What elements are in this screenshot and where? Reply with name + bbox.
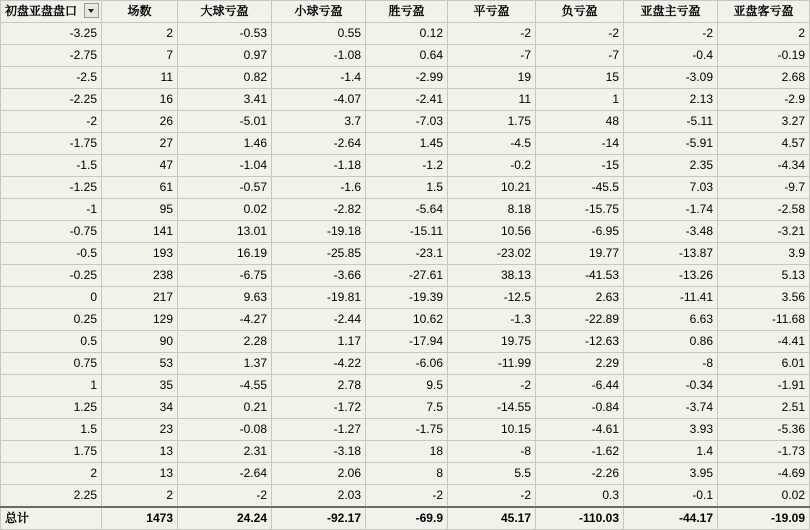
column-header-handicap-label: 初盘亚盘盘口 [5,4,78,18]
table-cell[interactable]: -0.2 [448,155,536,177]
table-cell[interactable]: 23 [102,419,178,441]
table-cell[interactable]: 0.02 [718,485,810,508]
table-cell[interactable]: -3.21 [718,221,810,243]
table-cell[interactable]: 53 [102,353,178,375]
table-cell[interactable]: -1 [1,199,102,221]
table-cell[interactable]: 2.25 [1,485,102,508]
table-cell[interactable]: -1.04 [178,155,272,177]
table-cell[interactable]: 8.18 [448,199,536,221]
table-cell[interactable]: 2 [718,23,810,45]
table-cell[interactable]: -3.48 [624,221,718,243]
table-cell[interactable]: -2.9 [718,89,810,111]
table-cell[interactable]: 16.19 [178,243,272,265]
column-header-lose-pl[interactable]: 负亏盈 [536,1,624,23]
table-cell[interactable]: 10.62 [366,309,448,331]
table-cell[interactable]: 13 [102,441,178,463]
table-cell[interactable]: 3.41 [178,89,272,111]
column-header-over-pl[interactable]: 大球亏盈 [178,1,272,23]
table-cell[interactable]: -0.53 [178,23,272,45]
table-cell[interactable]: -0.1 [624,485,718,508]
table-row[interactable] [1,111,810,133]
table-cell[interactable]: -2.99 [366,67,448,89]
table-cell[interactable]: -23.02 [448,243,536,265]
table-row[interactable] [1,441,810,463]
table-cell[interactable]: 7.5 [366,397,448,419]
table-cell[interactable]: -2.5 [1,67,102,89]
table-cell[interactable]: 2 [1,463,102,485]
table-cell[interactable]: 0.64 [366,45,448,67]
table-cell[interactable]: 11 [448,89,536,111]
table-cell[interactable]: 5.13 [718,265,810,287]
table-cell[interactable]: -8 [448,441,536,463]
table-cell[interactable]: 0.5 [1,331,102,353]
table-cell[interactable]: -2 [624,23,718,45]
table-cell[interactable]: 2.78 [272,375,366,397]
table-cell[interactable]: 4.57 [718,133,810,155]
table-cell[interactable]: -27.61 [366,265,448,287]
table-cell[interactable]: -8 [624,353,718,375]
table-header [1,1,810,23]
table-cell[interactable]: -1.3 [448,309,536,331]
table-cell[interactable]: -11.99 [448,353,536,375]
total-cell: -110.03 [536,507,624,530]
table-cell[interactable]: -1.6 [272,177,366,199]
table-cell[interactable]: -15.11 [366,221,448,243]
table-cell[interactable]: 1.45 [366,133,448,155]
table-cell[interactable]: -1.73 [718,441,810,463]
table-cell[interactable]: 0.02 [178,199,272,221]
table-cell[interactable]: -3.18 [272,441,366,463]
table-cell[interactable]: 2 [102,485,178,508]
table-cell[interactable]: -2 [448,23,536,45]
table-cell[interactable]: 95 [102,199,178,221]
table-cell[interactable]: 9.63 [178,287,272,309]
table-cell[interactable]: -2 [448,485,536,508]
total-label: 总计 [1,507,102,530]
table-cell[interactable]: 0.97 [178,45,272,67]
table-total-row [1,507,810,530]
table-cell[interactable]: -2.82 [272,199,366,221]
table-cell[interactable]: -2.58 [718,199,810,221]
table-cell[interactable]: -1.91 [718,375,810,397]
table-cell[interactable]: -1.72 [272,397,366,419]
total-cell: 1473 [102,507,178,530]
table-cell[interactable]: -0.57 [178,177,272,199]
table-cell[interactable]: -3.09 [624,67,718,89]
table-cell[interactable]: 129 [102,309,178,331]
table-cell[interactable]: 61 [102,177,178,199]
table-cell[interactable]: -0.34 [624,375,718,397]
table-cell[interactable]: 0 [1,287,102,309]
table-cell[interactable]: -41.53 [536,265,624,287]
table-cell[interactable]: -2 [536,23,624,45]
table-cell[interactable]: 8 [366,463,448,485]
table-cell[interactable]: 3.93 [624,419,718,441]
table-cell[interactable]: -1.25 [1,177,102,199]
table-cell[interactable]: 1.5 [366,177,448,199]
table-cell[interactable]: 10.15 [448,419,536,441]
table-cell[interactable]: -25.85 [272,243,366,265]
table-cell[interactable]: 2.35 [624,155,718,177]
table-cell[interactable]: 0.75 [1,353,102,375]
table-row[interactable] [1,397,810,419]
table-cell[interactable]: -3.66 [272,265,366,287]
table-cell[interactable]: -1.08 [272,45,366,67]
table-cell[interactable]: 2.03 [272,485,366,508]
table-cell[interactable]: 3.7 [272,111,366,133]
table-cell[interactable]: -1.75 [366,419,448,441]
column-header-draw-pl[interactable]: 平亏盈 [448,1,536,23]
table-cell[interactable]: 1 [1,375,102,397]
table-cell[interactable]: 1.75 [1,441,102,463]
table-cell[interactable]: 0.55 [272,23,366,45]
table-cell[interactable]: -12.5 [448,287,536,309]
table-cell[interactable]: 2.51 [718,397,810,419]
table-cell[interactable]: 13.01 [178,221,272,243]
table-cell[interactable]: -4.07 [272,89,366,111]
table-cell[interactable]: 2 [102,23,178,45]
table-cell[interactable]: -2 [366,485,448,508]
table-row[interactable] [1,155,810,177]
table-row[interactable] [1,243,810,265]
table-cell[interactable]: 2.28 [178,331,272,353]
table-cell[interactable]: 2.63 [536,287,624,309]
table-cell[interactable]: -11.68 [718,309,810,331]
table-cell[interactable]: 3.9 [718,243,810,265]
table-cell[interactable]: -2 [178,485,272,508]
table-row[interactable] [1,375,810,397]
table-cell[interactable]: 2.31 [178,441,272,463]
table-cell[interactable]: -45.5 [536,177,624,199]
table-row[interactable] [1,133,810,155]
table-cell[interactable]: -22.89 [536,309,624,331]
table-cell[interactable]: -2.64 [178,463,272,485]
table-row[interactable] [1,89,810,111]
table-row[interactable] [1,353,810,375]
table-cell[interactable]: 193 [102,243,178,265]
table-cell[interactable]: -6.75 [178,265,272,287]
table-cell[interactable]: -2.25 [1,89,102,111]
table-cell[interactable]: 26 [102,111,178,133]
table-cell[interactable]: 90 [102,331,178,353]
table-row[interactable] [1,199,810,221]
table-cell[interactable]: -7 [448,45,536,67]
table-cell[interactable]: 11 [102,67,178,89]
table-cell[interactable]: -1.18 [272,155,366,177]
table-cell[interactable]: 15 [536,67,624,89]
table-cell[interactable]: 7.03 [624,177,718,199]
column-header-ah-home-pl[interactable]: 亚盘主亏盈 [624,1,718,23]
table-cell[interactable]: -19.81 [272,287,366,309]
table-cell[interactable]: 238 [102,265,178,287]
table-cell[interactable]: -4.5 [448,133,536,155]
table-cell[interactable]: 2.13 [624,89,718,111]
table-cell[interactable]: -9.7 [718,177,810,199]
column-header-under-pl[interactable]: 小球亏盈 [272,1,366,23]
table-cell[interactable]: 1.17 [272,331,366,353]
total-cell: -69.9 [366,507,448,530]
table-cell[interactable]: -14.55 [448,397,536,419]
table-cell[interactable]: -1.5 [1,155,102,177]
table-cell[interactable]: -0.08 [178,419,272,441]
table-cell[interactable]: -15 [536,155,624,177]
table-cell[interactable]: 10.56 [448,221,536,243]
table-cell[interactable]: -2.41 [366,89,448,111]
table-cell[interactable]: 38.13 [448,265,536,287]
table-cell[interactable]: -0.4 [624,45,718,67]
table-row[interactable] [1,221,810,243]
table-cell[interactable]: 7 [102,45,178,67]
table-cell[interactable]: -1.74 [624,199,718,221]
table-cell[interactable]: -15.75 [536,199,624,221]
table-cell[interactable]: -13.26 [624,265,718,287]
table-cell[interactable]: -19.18 [272,221,366,243]
table-cell[interactable]: 2.29 [536,353,624,375]
table-cell[interactable]: 34 [102,397,178,419]
table-cell[interactable]: 0.86 [624,331,718,353]
column-header-ah-away-pl[interactable]: 亚盘客亏盈 [718,1,810,23]
table-cell[interactable]: 0.12 [366,23,448,45]
table-cell[interactable]: -11.41 [624,287,718,309]
table-cell[interactable]: 10.21 [448,177,536,199]
table-cell[interactable]: -4.41 [718,331,810,353]
table-cell[interactable]: -4.27 [178,309,272,331]
table-cell[interactable]: -5.91 [624,133,718,155]
total-cell: -44.17 [624,507,718,530]
total-cell: -19.09 [718,507,810,530]
table-cell[interactable]: -2.75 [1,45,102,67]
table-cell[interactable]: 27 [102,133,178,155]
table-cell[interactable]: 3.27 [718,111,810,133]
table-row[interactable] [1,309,810,331]
table-cell[interactable]: -6.06 [366,353,448,375]
table-cell[interactable]: -1.4 [272,67,366,89]
total-cell: -92.17 [272,507,366,530]
table-cell[interactable]: -0.25 [1,265,102,287]
table-cell[interactable]: 217 [102,287,178,309]
table-cell[interactable]: -2.64 [272,133,366,155]
table-cell[interactable]: 0.82 [178,67,272,89]
table-row[interactable] [1,287,810,309]
table-cell[interactable]: 2.06 [272,463,366,485]
table-cell[interactable]: -13.87 [624,243,718,265]
header-row [1,1,810,23]
table-cell[interactable]: -23.1 [366,243,448,265]
table-cell[interactable]: -5.36 [718,419,810,441]
table-cell[interactable]: -7 [536,45,624,67]
table-cell[interactable]: 1.4 [624,441,718,463]
table-cell[interactable]: -2 [448,375,536,397]
table-cell[interactable]: -7.03 [366,111,448,133]
table-cell[interactable]: -2 [1,111,102,133]
table-cell[interactable]: 1.25 [1,397,102,419]
total-cell: 45.17 [448,507,536,530]
table-cell[interactable]: -1.75 [1,133,102,155]
table-cell[interactable]: -4.34 [718,155,810,177]
table-row[interactable] [1,23,810,45]
table-row[interactable] [1,331,810,353]
table-cell[interactable]: 1.37 [178,353,272,375]
table-cell[interactable]: -12.63 [536,331,624,353]
table-cell[interactable]: 3.56 [718,287,810,309]
table-cell[interactable]: 0.3 [536,485,624,508]
table-cell[interactable]: 1 [536,89,624,111]
table-cell[interactable]: 35 [102,375,178,397]
table-cell[interactable]: 0.21 [178,397,272,419]
table-cell[interactable]: -6.44 [536,375,624,397]
table-cell[interactable]: -2.44 [272,309,366,331]
table-body [1,23,810,530]
total-cell: 24.24 [178,507,272,530]
table-cell[interactable]: -4.69 [718,463,810,485]
column-header-matches[interactable]: 场数 [102,1,178,23]
table-cell[interactable]: -1.62 [536,441,624,463]
column-header-handicap[interactable] [1,1,102,23]
table-cell[interactable]: -0.84 [536,397,624,419]
table-cell[interactable]: -1.2 [366,155,448,177]
table-cell[interactable]: 19.75 [448,331,536,353]
table-row[interactable] [1,45,810,67]
table-cell[interactable]: 16 [102,89,178,111]
table-cell[interactable]: 141 [102,221,178,243]
table-cell[interactable]: -4.55 [178,375,272,397]
table-cell[interactable]: -19.39 [366,287,448,309]
table-cell[interactable]: 6.63 [624,309,718,331]
table-cell[interactable]: 1.75 [448,111,536,133]
table-cell[interactable]: -0.75 [1,221,102,243]
table-row[interactable] [1,485,810,508]
filter-dropdown-icon[interactable] [84,3,99,18]
table-cell[interactable]: -14 [536,133,624,155]
table-cell[interactable]: 5.5 [448,463,536,485]
table-cell[interactable]: 48 [536,111,624,133]
table-cell[interactable]: -3.25 [1,23,102,45]
table-row[interactable] [1,265,810,287]
table-cell[interactable]: 1.46 [178,133,272,155]
table-cell[interactable]: -17.94 [366,331,448,353]
table-cell[interactable]: 47 [102,155,178,177]
table-cell[interactable]: -6.95 [536,221,624,243]
table-cell[interactable]: 19.77 [536,243,624,265]
table-cell[interactable]: -1.27 [272,419,366,441]
table-cell[interactable]: -5.01 [178,111,272,133]
column-header-win-pl[interactable]: 胜亏盈 [366,1,448,23]
table-cell[interactable]: -5.11 [624,111,718,133]
table-cell[interactable]: 3.95 [624,463,718,485]
table-cell[interactable]: -4.61 [536,419,624,441]
table-cell[interactable]: 19 [448,67,536,89]
table-cell[interactable]: 9.5 [366,375,448,397]
table-cell[interactable]: -3.74 [624,397,718,419]
table-cell[interactable]: 6.01 [718,353,810,375]
table-cell[interactable]: -0.19 [718,45,810,67]
table-cell[interactable]: 2.68 [718,67,810,89]
table-cell[interactable]: -2.26 [536,463,624,485]
table-cell[interactable]: -4.22 [272,353,366,375]
table-cell[interactable]: 13 [102,463,178,485]
table-cell[interactable]: -5.64 [366,199,448,221]
table-row[interactable] [1,67,810,89]
table-row[interactable] [1,463,810,485]
table-row[interactable] [1,419,810,441]
table-cell[interactable]: 18 [366,441,448,463]
table-cell[interactable]: 0.25 [1,309,102,331]
table-row[interactable] [1,177,810,199]
table-cell[interactable]: 1.5 [1,419,102,441]
table-cell[interactable]: -0.5 [1,243,102,265]
